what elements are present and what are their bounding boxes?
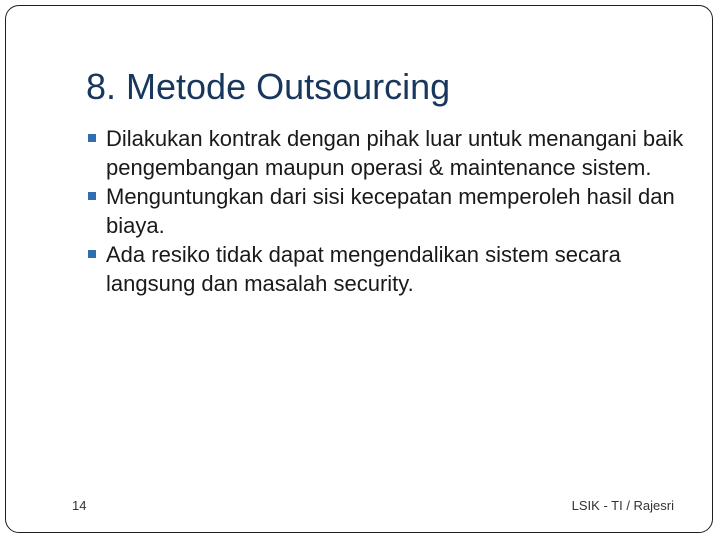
slide-title: 8. Metode Outsourcing: [86, 66, 451, 107]
bullet-item: [86, 240, 696, 298]
square-bullet-icon: [88, 134, 96, 142]
bullet-list: [86, 124, 696, 298]
bullet-item: [86, 124, 696, 182]
slide-footer: LSIK - TI / Rajesri: [571, 498, 674, 513]
bullet-text: Dilakukan kontrak dengan pihak luar untuk menangani baik pengembangan maupun operasi & maintenance sistem.: [106, 126, 684, 180]
slide-frame: [5, 5, 713, 533]
slide-number: 14: [72, 498, 87, 513]
bullet-text: Menguntungkan dari sisi kecepatan memperoleh hasil dan biaya.: [106, 184, 675, 238]
square-bullet-icon: [88, 192, 96, 200]
bullet-text: Ada resiko tidak dapat mengendalikan sistem secara langsung dan masalah security.: [106, 242, 621, 296]
bullet-item: [86, 182, 696, 240]
square-bullet-icon: [88, 250, 96, 258]
